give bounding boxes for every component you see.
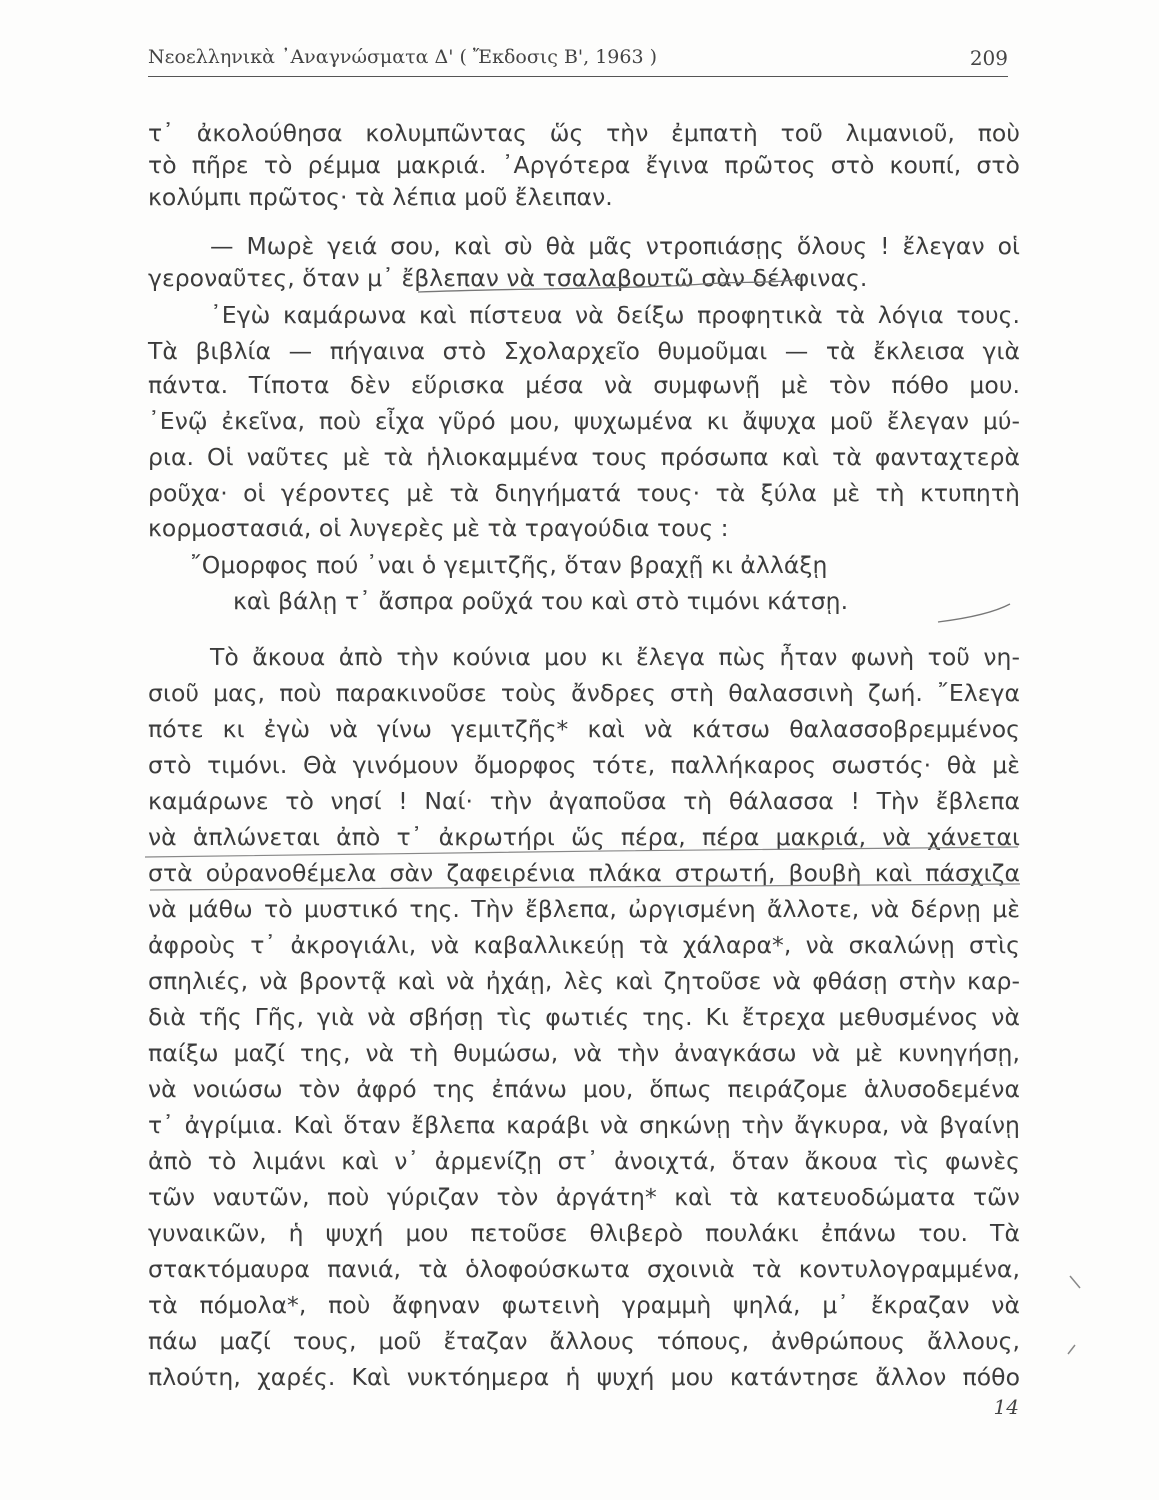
text-line: τ᾿ ἀγρίμια. Καὶ ὅταν ἔβλεπα καράβι νὰ σηκώνῃ τὴν ἄγκυρα, νὰ βγαίνῃ [148, 1111, 1020, 1139]
running-title: Νεοελληνικὰ ᾿Αναγνώσματα Δ' ( Ἔκδοσις Β', 1963 ) [148, 46, 658, 68]
text-line: νὰ μάθω τὸ μυστικό της. Τὴν ἔβλεπα, ὠργισμένη ἄλλοτε, νὰ δέρνῃ μὲ [148, 895, 1020, 923]
text-line: τῶν ναυτῶν, ποὺ γύριζαν τὸν ἀργάτη* καὶ τὰ κατευοδώματα τῶν [148, 1183, 1020, 1211]
text-line: πάω μαζί τους, μοῦ ἔταζαν ἄλλους τόπους, ἀνθρώπους ἄλλους, [148, 1327, 1020, 1355]
text-line: πάντα. Τίποτα δὲν εὕρισκα μέσα νὰ συμφωνῇ μὲ τὸν πόθο μου. [148, 371, 1020, 399]
text-line: κολύμπι πρῶτος· τὰ λέπια μοῦ ἔλειπαν. [148, 183, 613, 211]
text-line: νὰ ἁπλώνεται ἀπὸ τ᾿ ἀκρωτήρι ὥς πέρα, πέρα μακριά, νὰ χάνεται [148, 823, 1020, 851]
text-line: διὰ τῆς Γῆς, γιὰ νὰ σβήσῃ τὶς φωτιές της. Κι ἔτρεχα μεθυσμένος νὰ [148, 1003, 1020, 1031]
text-line: σιοῦ μας, ποὺ παρακινοῦσε τοὺς ἄνδρες στὴ θαλασσινὴ ζωή. ῎Ελεγα [148, 679, 1020, 707]
text-line: ᾿Ενῷ ἐκεῖνα, ποὺ εἶχα γῦρό μου, ψυχωμένα κι ἄψυχα μοῦ ἔλεγαν μύ- [148, 407, 1020, 435]
text-line: τὸ πῆρε τὸ ρέμμα μακριά. ᾿Αργότερα ἔγινα πρῶτος στὸ κουπί, στὸ [148, 151, 1020, 179]
pencil-mark [1068, 1345, 1075, 1354]
pencil-mark [1070, 1276, 1080, 1288]
text-line: στὰ οὐρανοθέμελα σὰν ζαφειρένια πλάκα στρωτή, βουβὴ καὶ πάσχιζα [148, 859, 1020, 887]
page-number: 209 [969, 46, 1008, 70]
text-line: σπηλιές, νὰ βροντᾷ καὶ νὰ ἠχάῃ, λὲς καὶ ζητοῦσε νὰ φθάσῃ στὴν καρ- [148, 967, 1020, 995]
text-line: ρια. Οἱ ναῦτες μὲ τὰ ἡλιοκαμμένα τους πρόσωπα καὶ τὰ φανταχτερὰ [148, 443, 1020, 471]
pencil-underline [938, 604, 1010, 622]
text-line: Τὰ βιβλία — πήγαινα στὸ Σχολαρχεῖο θυμοῦμαι — τὰ ἔκλεισα γιὰ [148, 337, 1020, 365]
signature-mark: 14 [993, 1395, 1019, 1419]
text-line: ᾿Εγὼ καμάρωνα καὶ πίστευα νὰ δείξω προφητικὰ τὰ λόγια τους. [210, 301, 1020, 329]
text-line: πλούτη, χαρές. Καὶ νυκτόημερα ἡ ψυχή μου κατάντησε ἄλλον πόθο [148, 1363, 1020, 1391]
text-line: Τὸ ἄκουα ἀπὸ τὴν κούνια μου κι ἔλεγα πὼς ἦταν φωνὴ τοῦ νη- [210, 643, 1020, 671]
text-line: ἀφροὺς τ᾿ ἀκρογιάλι, νὰ καβαλλικεύῃ τὰ χάλαρα*, νὰ σκαλώνῃ στὶς [148, 931, 1020, 959]
text-line: παίξω μαζί της, νὰ τὴ θυμώσω, νὰ τὴν ἀναγκάσω νὰ μὲ κυνηγήσῃ, [148, 1039, 1020, 1067]
text-line: στακτόμαυρα πανιά, τὰ ὁλοφούσκωτα σχοινιὰ τὰ κοντυλογραμμένα, [148, 1255, 1020, 1283]
text-line: τ᾿ ἀκολούθησα κολυμπῶντας ὥς τὴν ἐμπατὴ τοῦ λιμανιοῦ, ποὺ [148, 119, 1020, 147]
verse-line: ῎Ομορφος πού ᾿ναι ὁ γεμιτζῆς, ὅταν βραχῇ κι ἀλλάξῃ [190, 551, 828, 579]
text-line: γυναικῶν, ἡ ψυχή μου πετοῦσε θλιβερὸ πουλάκι ἐπάνω του. Τὰ [148, 1219, 1020, 1247]
text-line: ροῦχα· οἱ γέροντες μὲ τὰ διηγήματά τους· τὰ ξύλα μὲ τὴ κτυπητὴ [148, 479, 1020, 507]
text-line: νὰ νοιώσω τὸν ἀφρό της ἐπάνω μου, ὅπως πειράζομε ἁλυσοδεμένα [148, 1075, 1020, 1103]
text-line: κορμοστασιά, οἱ λυγερὲς μὲ τὰ τραγούδια τους : [148, 514, 729, 542]
text-line: γεροναῦτες, ὅταν μ᾿ ἔβλεπαν νὰ τσαλαβουτῶ σὰν δέλφινας. [148, 264, 868, 292]
running-head [148, 42, 1008, 77]
text-line: καμάρωνε τὸ νησί ! Ναί· τὴν ἀγαποῦσα τὴ θάλασσα ! Τὴν ἔβλεπα [148, 787, 1020, 815]
text-line: πότε κι ἐγὼ νὰ γίνω γεμιτζῆς* καὶ νὰ κάτσω θαλασσοβρεμμένος [148, 715, 1020, 743]
text-line: τὰ πόμολα*, ποὺ ἄφηναν φωτεινὴ γραμμὴ ψηλά, μ᾿ ἔκραζαν νὰ [148, 1291, 1020, 1319]
text-line: στὸ τιμόνι. Θὰ γινόμουν ὄμορφος τότε, παλλήκαρος σωστός· θὰ μὲ [148, 751, 1020, 779]
text-line: — Μωρὲ γειά σου, καὶ σὺ θὰ μᾶς ντροπιάσῃς ὅλους ! ἔλεγαν οἱ [210, 232, 1020, 260]
verse-line: καὶ βάλῃ τ᾿ ἄσπρα ροῦχά του καὶ στὸ τιμόνι κάτσῃ. [233, 587, 849, 615]
text-line: ἀπὸ τὸ λιμάνι καὶ ν᾿ ἀρμενίζῃ στ᾿ ἀνοιχτά, ὅταν ἄκουα τὶς φωνὲς [148, 1147, 1020, 1175]
